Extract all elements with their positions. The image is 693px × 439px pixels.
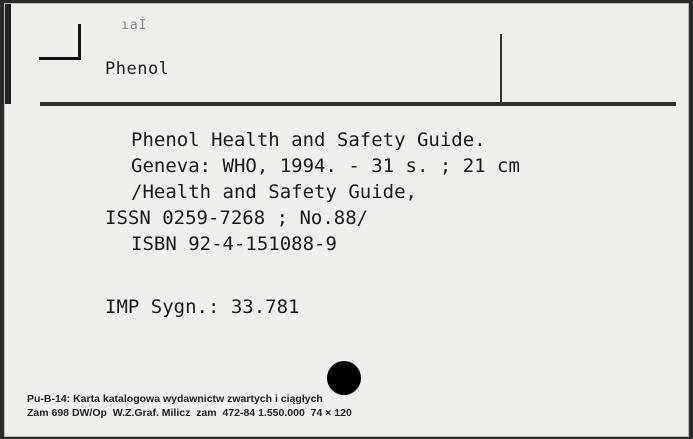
entry-imprint-line: Geneva: WHO, 1994. - 31 s. ; 21 cm bbox=[131, 155, 520, 177]
entry-isbn-line: ISBN 92-4-151088-9 bbox=[131, 233, 337, 255]
footer-line-1: Pu-B-14: Karta katalogowa wydawnictw zwartych i ciągłych bbox=[27, 393, 323, 405]
entry-title-line: Phenol Health and Safety Guide. bbox=[131, 129, 486, 151]
footer-line-2: Zam 698 DW/Op W.Z.Graf. Milicz zam 472-84 1.550.000 74 × 120 bbox=[27, 407, 352, 419]
entry-issn-line: ISSN 0259-7268 ; No.88/ bbox=[105, 207, 369, 229]
call-number: IMP Sygn.: 33.781 bbox=[105, 296, 300, 318]
faint-stamp: ıaİ bbox=[121, 18, 148, 33]
punch-hole bbox=[327, 361, 361, 395]
divider-vertical bbox=[500, 34, 502, 102]
entry-series-line: /Health and Safety Guide, bbox=[131, 181, 417, 203]
card-edge bbox=[5, 4, 11, 104]
divider-horizontal bbox=[40, 102, 676, 106]
catalog-card bbox=[4, 3, 689, 437]
card-heading: Phenol bbox=[105, 59, 170, 79]
corner-mark-horizontal bbox=[39, 57, 81, 60]
corner-mark-vertical bbox=[78, 24, 81, 60]
